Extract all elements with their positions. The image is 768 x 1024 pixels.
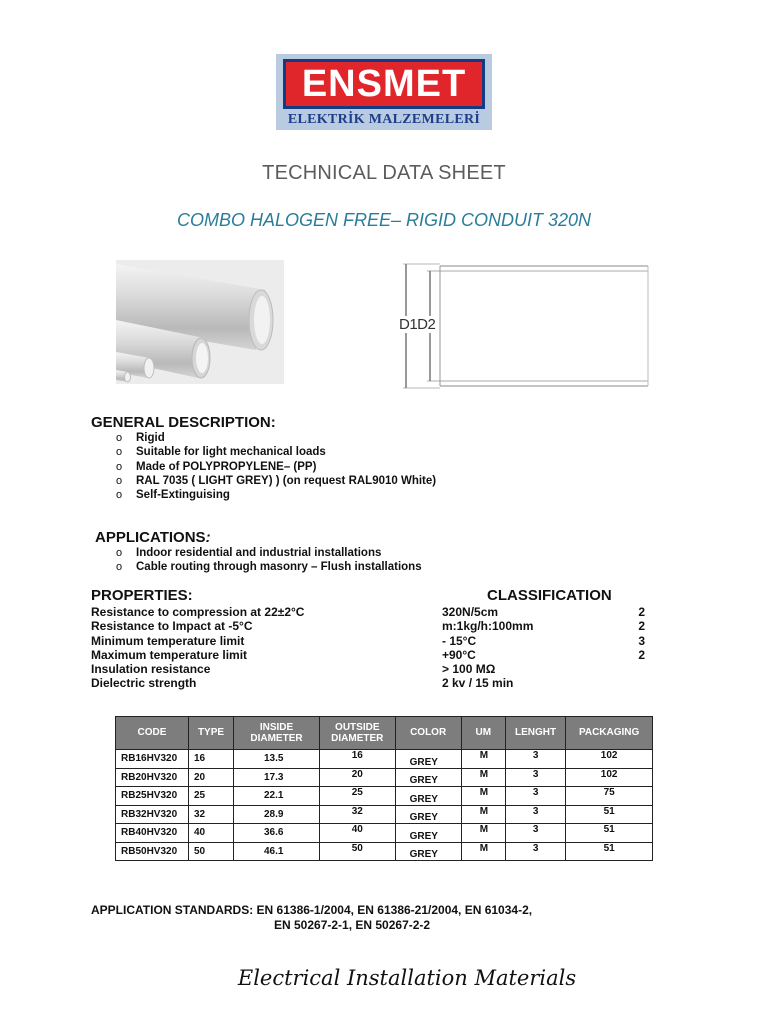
application-standards bbox=[91, 903, 532, 932]
table-row: RB25HV320 25 22.1 25 GREY M 3 75 bbox=[116, 787, 653, 806]
table-row: RB20HV320 20 17.3 20 GREY M 3 102 bbox=[116, 768, 653, 787]
applications-heading: APPLICATIONS: bbox=[95, 529, 211, 546]
list-item: o Self-Extinguising bbox=[116, 489, 230, 502]
header-um: UM bbox=[461, 717, 505, 750]
page-title: TECHNICAL DATA SHEET bbox=[262, 162, 506, 184]
header-outside-diameter: OUTSIDE DIAMETER bbox=[320, 717, 396, 750]
property-row: Minimum temperature limit - 15°C 3 bbox=[91, 633, 645, 648]
bullet-icon: o bbox=[116, 446, 123, 459]
table-row: RB16HV320 16 13.5 16 GREY M 3 102 bbox=[116, 750, 653, 769]
table-row: RB50HV320 50 46.1 50 GREY M 3 51 bbox=[116, 842, 653, 861]
header-inside-diameter: INSIDE DIAMETER bbox=[234, 717, 320, 750]
logo-banner bbox=[286, 62, 482, 106]
list-item: o Made of POLYPROPYLENE– (PP) bbox=[116, 460, 317, 473]
dimension-drawing bbox=[396, 260, 652, 392]
header-code: CODE bbox=[116, 717, 189, 750]
property-row: Resistance to Impact at -5°C m:1kg/h:100mm 2 bbox=[91, 619, 645, 634]
classification-heading: CLASSIFICATION bbox=[487, 587, 612, 604]
applications-list bbox=[116, 546, 422, 575]
list-item: o RAL 7035 ( LIGHT GREY) ) (on request RAL9010 White) bbox=[116, 474, 437, 487]
properties-list bbox=[91, 605, 651, 691]
logo-subtitle: ELEKTRİK MALZEMELERİ bbox=[287, 112, 481, 127]
header-type: TYPE bbox=[189, 717, 234, 750]
logo-frame bbox=[283, 59, 485, 109]
header-color: COLOR bbox=[395, 717, 461, 750]
header-length: LENGHT bbox=[505, 717, 565, 750]
bullet-icon: o bbox=[116, 474, 123, 487]
bullet-icon: o bbox=[116, 460, 123, 473]
bullet-icon: o bbox=[116, 561, 123, 574]
property-row: Dielectric strength 2 kv / 15 min bbox=[91, 676, 514, 691]
ensmet-logo bbox=[276, 54, 492, 130]
product-title: COMBO HALOGEN FREE– RIGID CONDUIT 320N bbox=[176, 210, 592, 230]
table-header-row bbox=[116, 717, 653, 750]
header-packaging: PACKAGING bbox=[566, 717, 653, 750]
general-description-heading: GENERAL DESCRIPTION: bbox=[91, 414, 276, 431]
specification-table bbox=[115, 716, 653, 861]
bullet-icon: o bbox=[116, 547, 123, 559]
property-row: Maximum temperature limit +90°C 2 bbox=[91, 647, 645, 662]
footer-tagline: Electrical Installation Materials bbox=[237, 966, 577, 990]
dimension-label: D1D2 bbox=[399, 316, 436, 333]
general-description-list bbox=[116, 431, 436, 502]
list-item: o Rigid bbox=[116, 432, 165, 444]
properties-heading: PROPERTIES: bbox=[91, 587, 193, 604]
conduit-photo bbox=[116, 260, 284, 384]
standards-line-2: EN 50267-2-1, EN 50267-2-2 bbox=[274, 917, 431, 932]
bullet-icon: o bbox=[116, 489, 123, 502]
list-item: o Cable routing through masonry – Flush installations bbox=[116, 561, 422, 574]
logo-brand: ENSMET bbox=[301, 63, 467, 105]
table-row: RB40HV320 40 36.6 40 GREY M 3 51 bbox=[116, 824, 653, 843]
table-row: RB32HV320 32 28.9 32 GREY M 3 51 bbox=[116, 805, 653, 824]
property-row: Resistance to compression at 22±2°C 320N/5cm 2 bbox=[91, 605, 645, 619]
list-item: o Indoor residential and industrial installations bbox=[116, 547, 382, 559]
bullet-icon: o bbox=[116, 432, 123, 444]
standards-line-1: APPLICATION STANDARDS: EN 61386-1/2004, EN 61386-21/2004, EN 61034-2, bbox=[91, 903, 533, 917]
property-row: Insulation resistance > 100 MΩ bbox=[91, 662, 496, 677]
list-item: o Suitable for light mechanical loads bbox=[116, 446, 326, 459]
